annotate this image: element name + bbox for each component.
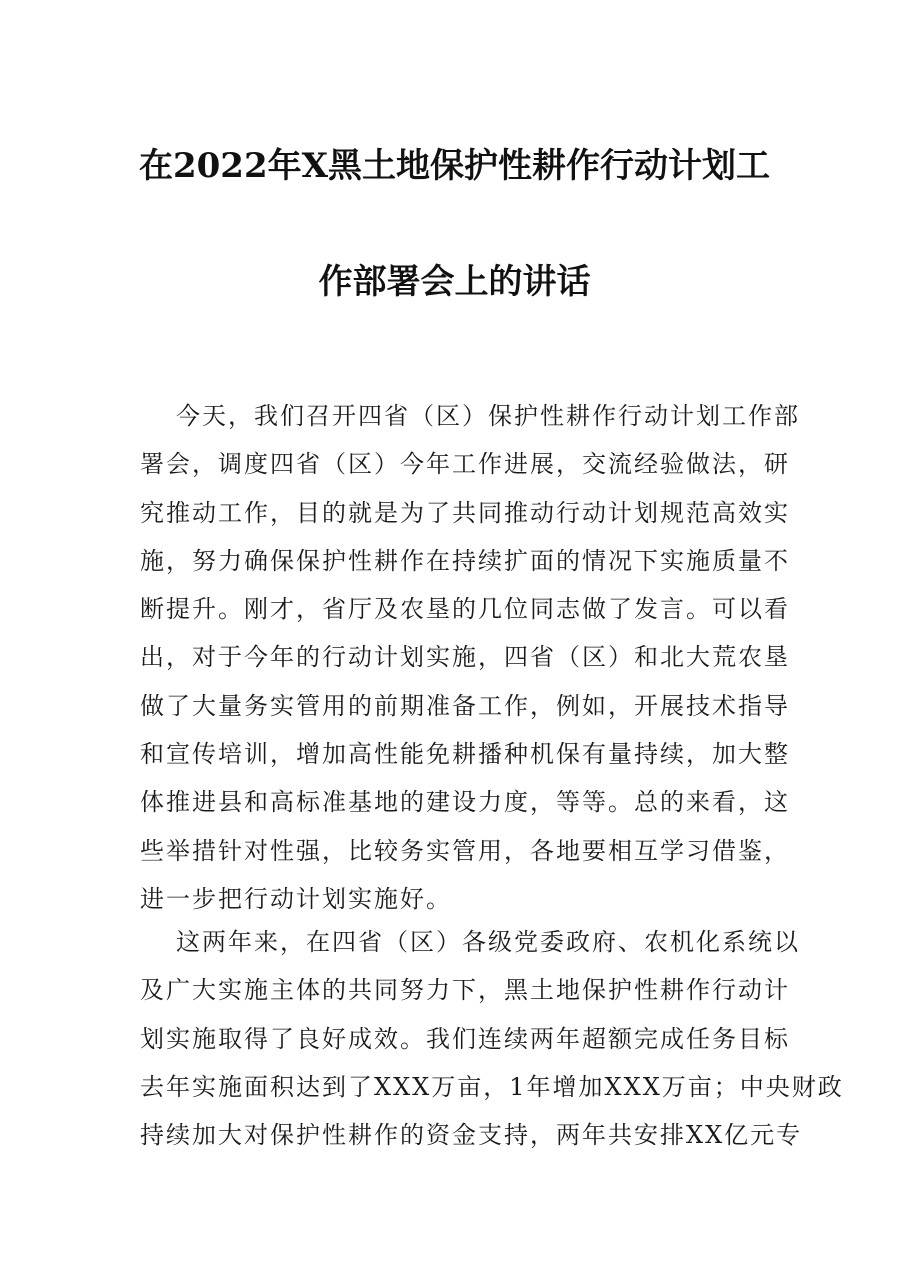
text-line: 及广大实施主体的共同努力下，黑土地保护性耕作行动计 (140, 976, 790, 1005)
text-line: 署会，调度四省（区）今年工作进展，交流经验做法，研 (140, 450, 790, 479)
paragraph-1 (140, 392, 800, 923)
text-line: 些举措针对性强，比较务实管用，各地要相互学习借鉴， (140, 836, 790, 865)
title-line-1: 在2022年X黑土地保护性耕作行动计划工 (138, 146, 770, 186)
text-line: 进一步把行动计划实施好。 (140, 884, 452, 913)
text-line: 做了大量务实管用的前期准备工作，例如，开展技术指导 (140, 691, 790, 720)
text-line: 体推进县和高标准基地的建设力度，等等。总的来看，这 (140, 788, 790, 817)
text-line: 断提升。刚才，省厅及农垦的几位同志做了发言。可以看 (140, 595, 790, 624)
text-line: 划实施取得了良好成效。我们连续两年超额完成任务目标 (140, 1024, 790, 1053)
text-line: 这两年来，在四省（区）各级党委政府、农机化系统以 (176, 928, 800, 956)
text-line: 究推动工作，目的就是为了共同推动行动计划规范高效实 (140, 498, 790, 527)
text-line: 施，努力确保保护性耕作在持续扩面的情况下实施质量不 (140, 546, 790, 575)
text-line: 出，对于今年的行动计划实施，四省（区）和北大荒农垦 (140, 643, 790, 672)
text-line: 今天，我们召开四省（区）保护性耕作行动计划工作部 (176, 402, 800, 430)
text-line: 和宣传培训，增加高性能免耕播种机保有量持续，加大整 (140, 740, 790, 769)
text-line: 去年实施面积达到了XXX万亩，1年增加XXX万亩；中央财政 (140, 1072, 844, 1101)
paragraph-2 (140, 918, 844, 1159)
text-line: 持续加大对保护性耕作的资金支持，两年共安排XX亿元专 (140, 1121, 803, 1150)
title-line-2: 作部署会上的讲话 (318, 262, 591, 302)
